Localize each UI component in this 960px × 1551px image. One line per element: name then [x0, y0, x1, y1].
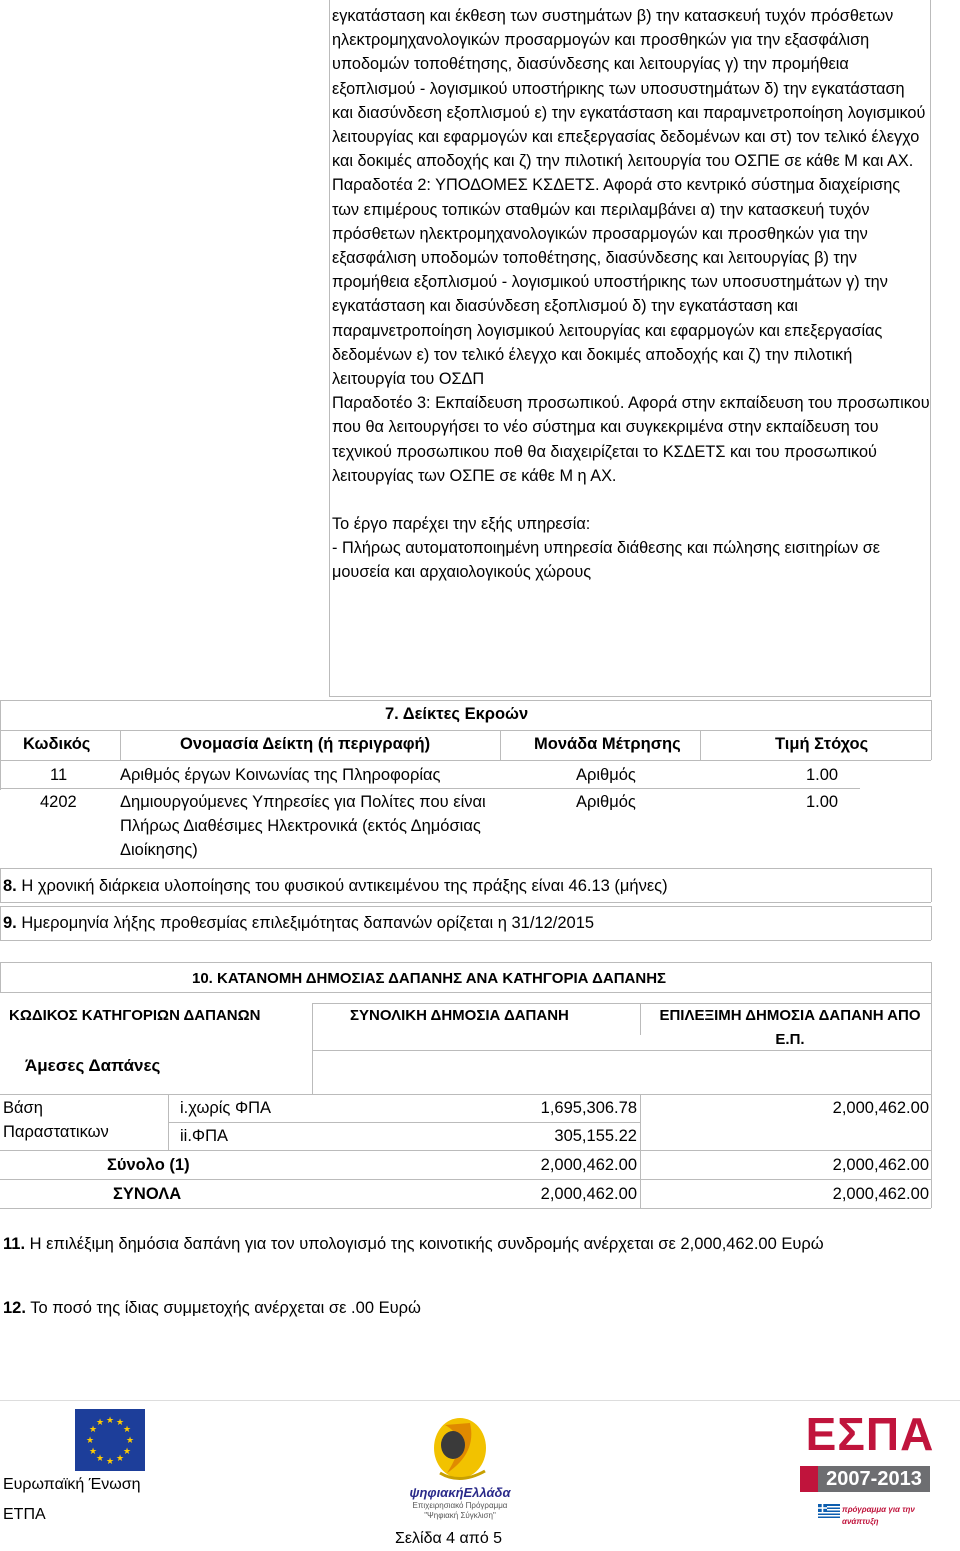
col-header-target: Τιμή Στόχος — [775, 735, 869, 753]
row-2-name: Δημιουργούμενες Υπηρεσίες για Πολίτες που είναι Πλήρως Διαθέσιμες Ηλεκτρονικά (εκτός Δημόσιας Διοίκησης) — [120, 793, 486, 859]
espa-years: 2007-2013 — [818, 1466, 930, 1492]
svg-text:★: ★ — [122, 1425, 132, 1435]
row-no-vat-total: 1,695,306.78 — [540, 1099, 637, 1117]
svg-text:★: ★ — [125, 1436, 135, 1446]
section-11-text: Η επιλέξιμη δημόσια δαπάνη για τον υπολογισμό της κοινοτικής συνδρομής ανέρχεται σε 2,000,462.00 Ευρώ — [25, 1235, 824, 1253]
eu-flag-icon — [75, 1409, 145, 1471]
svg-text:★: ★ — [115, 1454, 125, 1464]
col-header-unit: Μονάδα Μέτρησης — [534, 735, 681, 753]
section-9-line — [3, 911, 594, 935]
description-paragraph-1: εγκατάσταση και έκθεση των συστημάτων β) την κατασκευή τυχόν πρόσθετων ηλεκτρομηχανολογικών προσαρμογών και προσθηκών για την εξασφάλιση υποδομών τοποθέτησης, διασύνδεσης και λειτουργίας γ) την προμήθεια εξοπλισμού - λογισμικού υποστήρικης των υποσυστημάτων δ) την εγκατάσταση και διασύνδεση εξοπλισμού ε) την εγκατάσταση και παραμνετροποίηση λογισμικού λειτουργίας και εφαρμογών και επεξεργασίας δεδομένων και στ) τον τελικό έλεγχο και δοκιμές αποδοχής και ζ) την πιλοτική λειτουργία του ΟΣΠΕ σε κάθε Μ και ΑΧ. — [332, 7, 930, 171]
section-9-number: 9. — [3, 914, 17, 932]
section-12 — [3, 1296, 421, 1320]
svg-text:★: ★ — [122, 1447, 132, 1457]
col-header-code: Κωδικός — [23, 735, 91, 753]
svg-text:★: ★ — [88, 1447, 98, 1457]
subtotal-total: 2,000,462.00 — [540, 1156, 637, 1174]
section-8-text: Η χρονική διάρκεια υλοποίησης του φυσικού αντικειμένου της πράξης είναι 46.13 (μήνες) — [16, 877, 668, 895]
svg-text:★: ★ — [105, 1416, 115, 1426]
svg-text:★: ★ — [95, 1454, 105, 1464]
greek-flag-icon — [818, 1504, 840, 1518]
row-1-code: 11 — [50, 766, 68, 784]
row-2-target: 1.00 — [806, 793, 839, 811]
col-header-category-code: ΚΩΔΙΚΟΣ ΚΑΤΗΓΟΡΙΩΝ ΔΑΠΑΝΩΝ — [9, 1007, 261, 1024]
col-header-total-public: ΣΥΝΟΛΙΚΗ ΔΗΜΟΣΙΑ ΔΑΠΑΝΗ — [350, 1007, 569, 1024]
section-7-title: 7. Δείκτες Εκροών — [385, 705, 529, 723]
page-number: Σελίδα 4 από 5 — [395, 1530, 503, 1547]
svg-text:★: ★ — [105, 1457, 115, 1467]
row-2-code: 4202 — [40, 793, 77, 811]
grand-total-label: ΣΥΝΟΛΑ — [113, 1185, 182, 1203]
description-paragraph-2: Παραδοτέα 2: ΥΠΟΔΟΜΕΣ ΚΣΔΕΤΣ. Αφορά στο κεντρικό σύστημα διαχείρισης των επιμέρους τοπικών σταθμών και περιλαμβάνει α) την κατασκευή τυχόν πρόσθετων ηλεκτρομηχανολογικών προσαρμογών και προσθηκών για την εξασφάλιση υποδομών τοποθέτησης, διασύνδεσης και λειτουργίας β) την προμήθεια εξοπλισμού - λογισμικού υποστήρικης των υποσυστημάτων γ) την εγκατάσταση και διασύνδεση εξοπλισμού δ) την εγκατάσταση και παραμνετροποίηση λογισμικού λειτουργίας και εφαρμογών και επεξεργασίας δεδομένων ε) τον τελικό έλεγχο και δοκιμές αποδοχής και ζ) την πιλοτική λειτουργία του ΟΣΔΠ — [332, 176, 905, 389]
fund-label: ΕΤΠΑ — [3, 1506, 46, 1523]
description-paragraph-3: Παραδοτέο 3: Εκπαίδευση προσωπικού. Αφορά στην εκπαίδευση του προσωπικου που θα λειτουργήσει το νέο σύστημα και συγκεκριμένα στην εκπαίδευση του τεχνικού προσωπικου ποθ θα διαχειρίζεται το ΚΣΔΕΤΣ και του προσωπικού λειτουργίας των ΟΣΠΕ σε κάθε Μ η ΑΧ. — [332, 394, 935, 485]
svg-text:★: ★ — [85, 1436, 95, 1446]
svg-text:★: ★ — [95, 1418, 105, 1428]
row-vat-total: 305,155.22 — [554, 1127, 637, 1145]
row-2-unit: Αριθμός — [576, 793, 636, 811]
row-no-vat-label: i.χωρίς ΦΠΑ — [180, 1099, 272, 1117]
section-11 — [3, 1232, 958, 1256]
grand-total-total: 2,000,462.00 — [540, 1185, 637, 1203]
section-12-text: Το ποσό της ίδιας συμμετοχής ανέρχεται σε .00 Ευρώ — [25, 1299, 421, 1317]
espa-slogan: πρόγραμμα για την ανάπτυξη — [842, 1505, 915, 1526]
description-paragraph-service-intro: Το έργο παρέχει την εξής υπηρεσία: — [332, 515, 591, 534]
espa-logo — [800, 1408, 940, 1540]
subtotal-eligible: 2,000,462.00 — [832, 1156, 929, 1174]
eu-flag-logo — [75, 1409, 145, 1471]
svg-text:★: ★ — [88, 1425, 98, 1435]
description-blank — [332, 488, 930, 512]
description-paragraph-service: - Πλήρως αυτοματοποιημένη υπηρεσία διάθεσης και πώλησης εισιτηρίων σε μουσεία και αρχαιολογικούς χώρους — [332, 539, 885, 582]
row-1-name: Αριθμός έργων Κοινωνίας της Πληροφορίας — [120, 766, 441, 784]
basis-label: Βάση Παραστατικων — [3, 1099, 109, 1141]
col-header-eligible-public: ΕΠΙΛΕΞΙΜΗ ΔΗΜΟΣΙΑ ΔΑΠΑΝΗ ΑΠΟ Ε.Π. — [659, 1007, 921, 1048]
espa-red-block-icon — [800, 1466, 818, 1492]
svg-text:★: ★ — [115, 1418, 125, 1428]
digital-greece-logo — [385, 1413, 535, 1533]
espa-title: ΕΣΠΑ — [805, 1408, 935, 1460]
description-text — [332, 4, 935, 585]
row-vat-label: ii.ΦΠΑ — [180, 1127, 229, 1145]
section-10-title: 10. ΚΑΤΑΝΟΜΗ ΔΗΜΟΣΙΑΣ ΔΑΠΑΝΗΣ ΑΝΑ ΚΑΤΗΓΟΡΙΑ ΔΑΠΑΝΗΣ — [192, 970, 667, 987]
section-12-number: 12. — [3, 1299, 26, 1317]
section-8-line — [3, 874, 668, 898]
digital-greece-sub1: Επιχειρησιακό Πρόγραμμα — [412, 1501, 508, 1510]
col-header-name: Ονομασία Δείκτη (ή περιγραφή) — [180, 735, 431, 753]
eu-label: Ευρωπαϊκή Ένωση — [3, 1476, 141, 1493]
section-8-number: 8. — [3, 877, 17, 895]
row-no-vat-eligible: 2,000,462.00 — [832, 1099, 929, 1117]
row-1-target: 1.00 — [806, 766, 839, 784]
row-1-unit: Αριθμός — [576, 766, 636, 784]
section-9-text: Ημερομηνία λήξης προθεσμίας επιλεξιμότητας δαπανών ορίζεται η 31/12/2015 — [16, 914, 595, 932]
section-11-number: 11. — [3, 1235, 26, 1253]
digital-greece-text: ψηφιακήΕλλάδα — [409, 1485, 511, 1500]
direct-costs-label: Άμεσες Δαπάνες — [25, 1056, 161, 1075]
subtotal-label: Σύνολο (1) — [107, 1156, 190, 1174]
digital-greece-sub2: "Ψηφιακή Σύγκλιση" — [424, 1511, 496, 1520]
grand-total-eligible: 2,000,462.00 — [832, 1185, 929, 1203]
